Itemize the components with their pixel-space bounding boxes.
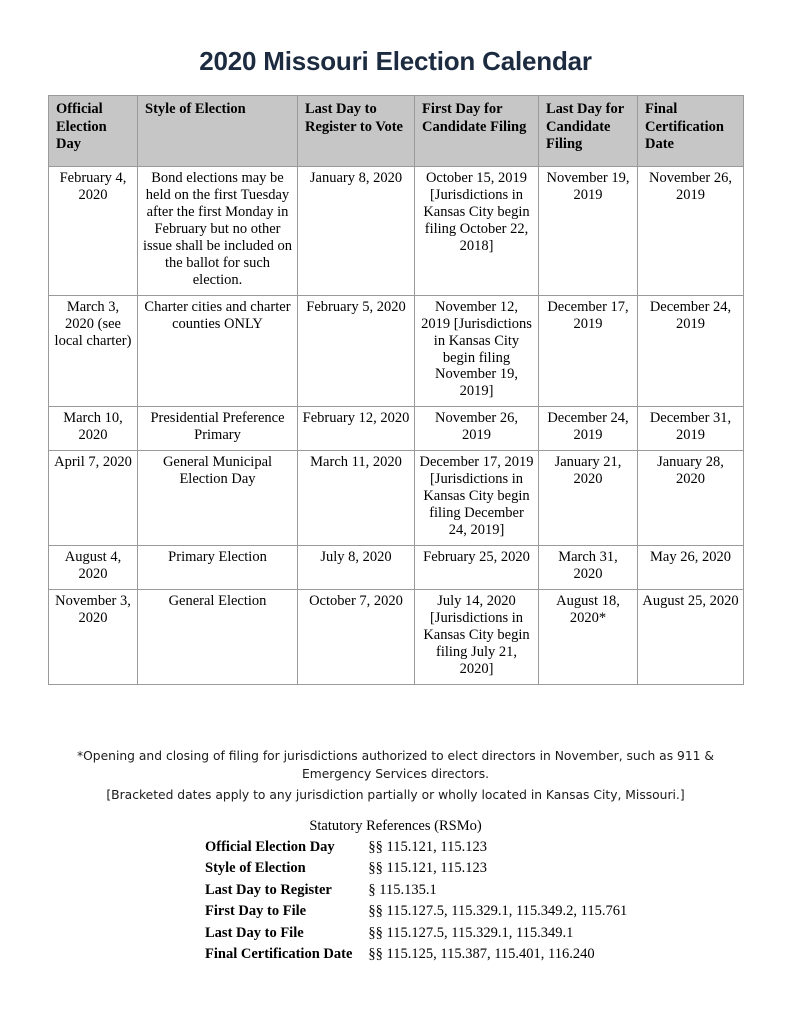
column-header-official-election-day: Official Election Day	[49, 96, 138, 167]
cell-style-of-election: Bond elections may be held on the first Tuesday after the first Monday in February but no other issue shall be included on the ballot for such election.	[138, 167, 298, 296]
statutory-row	[205, 880, 627, 901]
cell-last-day-to-register: February 5, 2020	[298, 295, 415, 407]
statutory-citation: §§ 115.127.5, 115.329.1, 115.349.1	[368, 924, 574, 941]
statutory-references-table	[205, 837, 627, 966]
statutory-citation: §§ 115.125, 115.387, 115.401, 116.240	[368, 946, 595, 963]
cell-last-day-for-filing: August 18, 2020*	[539, 589, 638, 684]
cell-official-election-day: February 4, 2020	[49, 167, 138, 296]
cell-official-election-day: March 3, 2020 (see local charter)	[49, 295, 138, 407]
statutory-row	[205, 923, 627, 944]
statutory-label: Style of Election	[205, 860, 306, 877]
cell-official-election-day: March 10, 2020	[49, 407, 138, 451]
table-row	[49, 546, 744, 590]
cell-last-day-to-register: July 8, 2020	[298, 546, 415, 590]
cell-last-day-to-register: February 12, 2020	[298, 407, 415, 451]
statutory-references-section	[48, 818, 743, 966]
column-header-final-certification-date: Final Certification Date	[638, 96, 744, 167]
statutory-row	[205, 901, 627, 922]
cell-final-certification-date: December 24, 2019	[638, 295, 744, 407]
statutory-row	[205, 944, 627, 965]
cell-official-election-day: August 4, 2020	[49, 546, 138, 590]
cell-last-day-to-register: October 7, 2020	[298, 589, 415, 684]
statutory-row	[205, 858, 627, 879]
cell-first-day-for-filing: December 17, 2019 [Jurisdictions in Kansas City begin filing December 24, 2019]	[415, 451, 539, 546]
statutory-references-title: Statutory References (RSMo)	[309, 818, 482, 834]
statutory-row	[205, 837, 627, 858]
cell-official-election-day: April 7, 2020	[49, 451, 138, 546]
cell-official-election-day: November 3, 2020	[49, 589, 138, 684]
cell-last-day-for-filing: December 17, 2019	[539, 295, 638, 407]
cell-last-day-to-register: March 11, 2020	[298, 451, 415, 546]
cell-last-day-for-filing: December 24, 2019	[539, 407, 638, 451]
table-row	[49, 589, 744, 684]
statutory-citation: §§ 115.121, 115.123	[368, 860, 487, 877]
footnote-asterisk: *Opening and closing of filing for jurisdictions authorized to elect directors in November, such as 911 & Emergency Services directors.	[76, 749, 714, 781]
table-row	[49, 295, 744, 407]
cell-final-certification-date: November 26, 2019	[638, 167, 744, 296]
cell-first-day-for-filing: October 15, 2019 [Jurisdictions in Kansas City begin filing October 22, 2018]	[415, 167, 539, 296]
column-header-last-day-for-filing: Last Day for Candidate Filing	[539, 96, 638, 167]
cell-final-certification-date: December 31, 2019	[638, 407, 744, 451]
cell-style-of-election: General Election	[138, 589, 298, 684]
statutory-label: Last Day to File	[205, 924, 304, 941]
statutory-label: First Day to File	[205, 903, 307, 920]
statutory-label: Last Day to Register	[205, 881, 332, 898]
table-header-row	[49, 96, 744, 167]
cell-style-of-election: Presidential Preference Primary	[138, 407, 298, 451]
cell-first-day-for-filing: November 12, 2019 [Jurisdictions in Kansas City begin filing November 19, 2019]	[415, 295, 539, 407]
statutory-label: Final Certification Date	[205, 946, 353, 963]
column-header-style-of-election: Style of Election	[138, 96, 298, 167]
table-row	[49, 451, 744, 546]
cell-last-day-for-filing: March 31, 2020	[539, 546, 638, 590]
cell-final-certification-date: January 28, 2020	[638, 451, 744, 546]
cell-final-certification-date: May 26, 2020	[638, 546, 744, 590]
footnotes	[48, 748, 743, 804]
column-header-first-day-for-filing: First Day for Candidate Filing	[415, 96, 539, 167]
cell-final-certification-date: August 25, 2020	[638, 589, 744, 684]
statutory-citation: §§ 115.127.5, 115.329.1, 115.349.2, 115.761	[368, 903, 628, 920]
cell-style-of-election: Charter cities and charter counties ONLY	[138, 295, 298, 407]
column-header-last-day-to-register: Last Day to Register to Vote	[298, 96, 415, 167]
statutory-citation: §§ 115.121, 115.123	[368, 839, 487, 855]
statutory-citation: § 115.135.1	[368, 881, 437, 898]
table-row	[49, 407, 744, 451]
cell-first-day-for-filing: November 26, 2019	[415, 407, 539, 451]
cell-last-day-for-filing: January 21, 2020	[539, 451, 638, 546]
cell-style-of-election: General Municipal Election Day	[138, 451, 298, 546]
election-calendar-table	[48, 95, 744, 685]
page-title: 2020 Missouri Election Calendar	[199, 46, 592, 76]
cell-first-day-for-filing: February 25, 2020	[415, 546, 539, 590]
cell-first-day-for-filing: July 14, 2020 [Jurisdictions in Kansas City begin filing July 21, 2020]	[415, 589, 539, 684]
cell-style-of-election: Primary Election	[138, 546, 298, 590]
table-body	[49, 167, 744, 685]
footnote-bracket: [Bracketed dates apply to any jurisdiction partially or wholly located in Kansas City, Missouri.]	[106, 787, 685, 802]
election-calendar-table-wrapper	[48, 95, 743, 685]
cell-last-day-for-filing: November 19, 2019	[539, 167, 638, 296]
cell-last-day-to-register: January 8, 2020	[298, 167, 415, 296]
statutory-label: Official Election Day	[205, 839, 335, 855]
table-row	[49, 167, 744, 296]
